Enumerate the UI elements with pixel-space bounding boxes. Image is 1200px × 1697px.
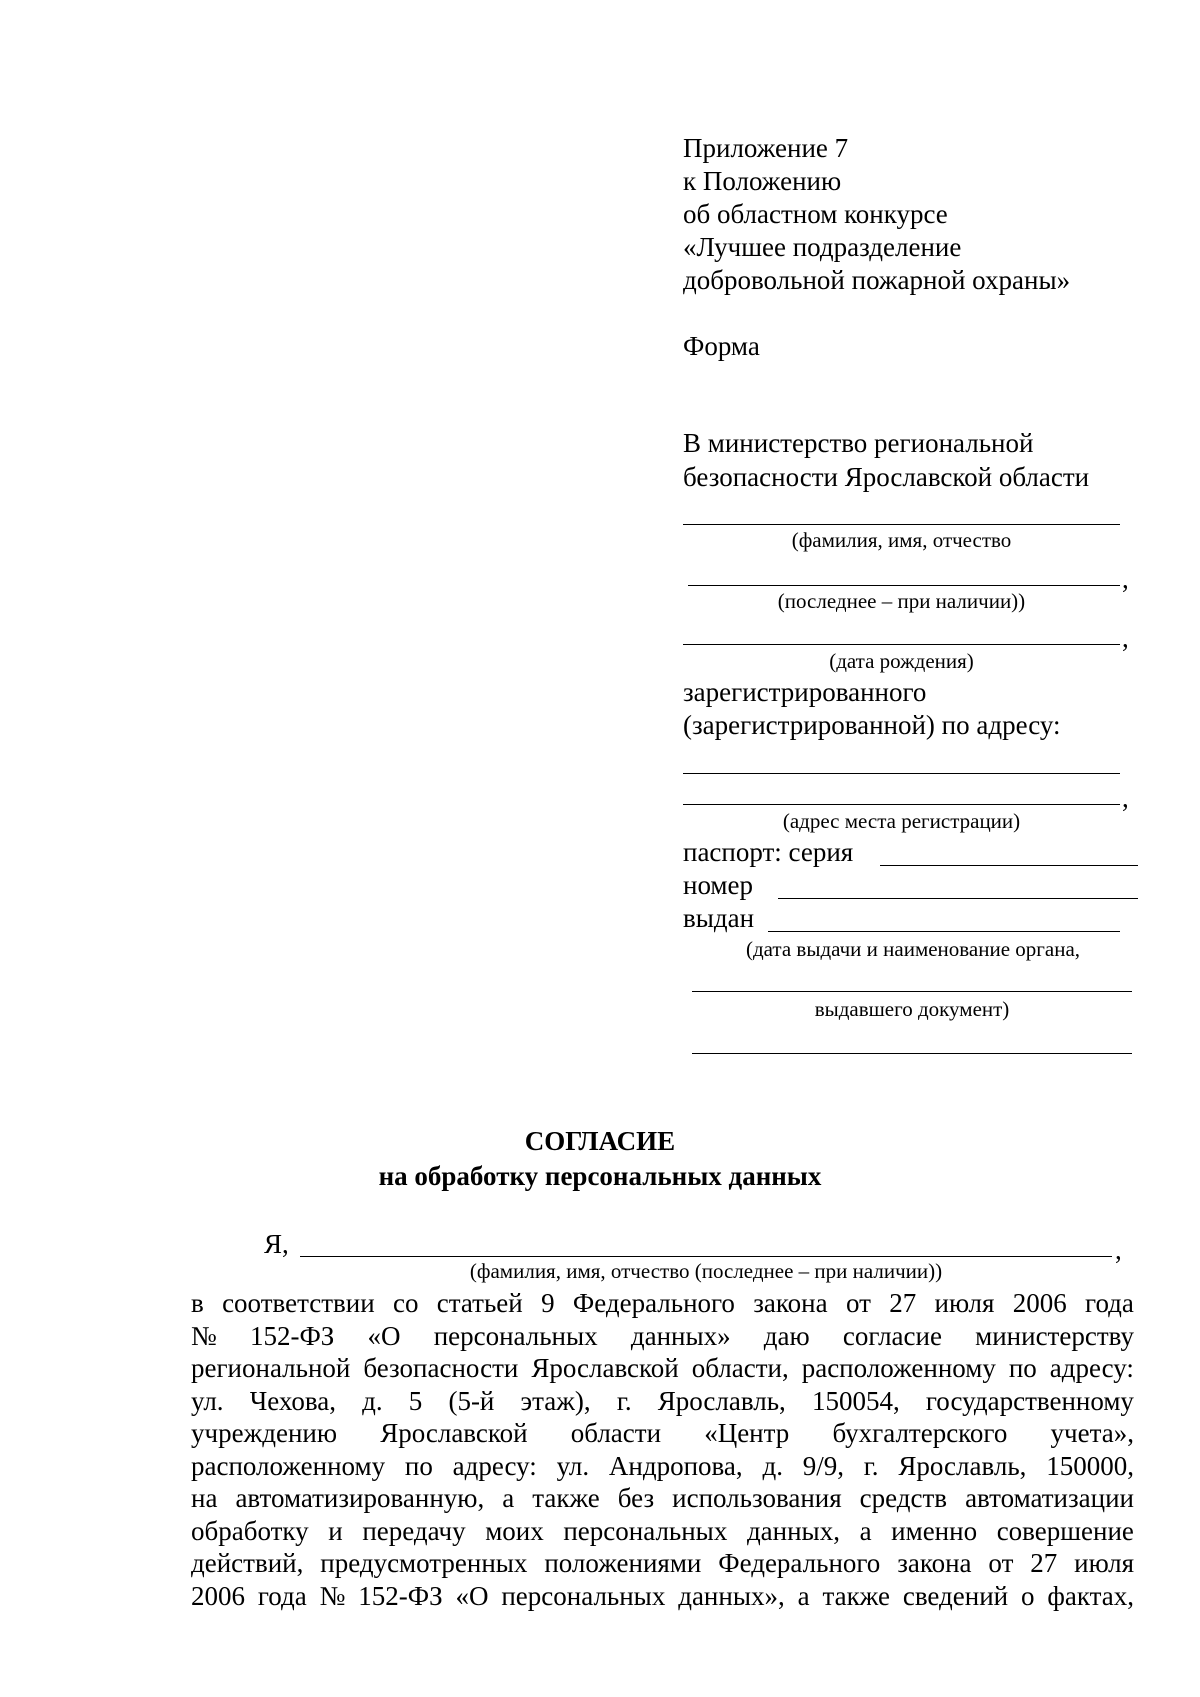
caption-fio-2: (последнее – при наличии)) bbox=[777, 589, 1026, 613]
comma-3: , bbox=[1122, 783, 1129, 813]
caption-address: (адрес места регистрации) bbox=[782, 809, 1021, 833]
birth-blank-line bbox=[683, 644, 1120, 645]
body-line-words: № 152-ФЗ «О персональных данных» даю согласие министерству bbox=[191, 1320, 1134, 1351]
caption-birth: (дата рождения) bbox=[829, 649, 974, 673]
form-label: Форма bbox=[683, 331, 760, 361]
issued-blank-line-2 bbox=[692, 991, 1132, 992]
consent-comma: , bbox=[1115, 1235, 1122, 1265]
body-line-6 bbox=[191, 1450, 1134, 1483]
passport-number-blank bbox=[778, 898, 1138, 899]
header-line-2: к Положению bbox=[683, 166, 842, 196]
body-line-words: обработку и передачу моих персональных данных, а именно совершение bbox=[191, 1515, 1134, 1546]
recipient-line-2: безопасности Ярославской области bbox=[683, 462, 1090, 492]
body-line-8 bbox=[191, 1515, 1134, 1548]
fio-blank-line-1 bbox=[683, 524, 1120, 525]
header-line-1: Приложение 7 bbox=[683, 133, 849, 163]
body-line-words: учреждению Ярославской области «Центр бухгалтерского учета», bbox=[191, 1418, 1134, 1448]
passport-series-label: паспорт: серия bbox=[683, 837, 854, 867]
passport-issued-label: выдан bbox=[683, 903, 755, 933]
address-blank-line-1 bbox=[683, 773, 1120, 774]
header-line-3: об областном конкурсе bbox=[683, 199, 948, 229]
body-line-words: ул. Чехова, д. 5 (5-й этаж), г. Ярославль, 150054, государственному bbox=[191, 1385, 1134, 1416]
caption-issued-1: (дата выдачи и наименование органа, bbox=[745, 937, 1081, 961]
consent-subtitle: на обработку персональных данных bbox=[378, 1161, 822, 1191]
consent-body bbox=[191, 1287, 1134, 1612]
caption-issued-2: выдавшего документ) bbox=[814, 997, 1010, 1021]
issued-blank-line-3 bbox=[692, 1053, 1132, 1054]
body-line-10 bbox=[191, 1580, 1134, 1613]
consent-caption-fio: (фамилия, имя, отчество (последнее – при наличии)) bbox=[469, 1259, 943, 1283]
passport-issued-blank bbox=[768, 931, 1120, 932]
body-line-words: на автоматизированную, а также без использования средств автоматизации bbox=[191, 1483, 1134, 1513]
consent-fio-blank bbox=[300, 1256, 1112, 1257]
registered-line-2: (зарегистрированной) по адресу: bbox=[683, 710, 1061, 740]
registered-line-1: зарегистрированного bbox=[683, 677, 927, 707]
body-line-words: региональной безопасности Ярославской области, расположенному по адресу: bbox=[191, 1353, 1134, 1383]
comma-1: , bbox=[1122, 564, 1129, 594]
body-line-words: 2006 года № 152-ФЗ «О персональных данных», а также сведений о фактах, bbox=[191, 1580, 1134, 1611]
header-line-4: «Лучшее подразделение bbox=[683, 232, 962, 262]
passport-series-blank bbox=[880, 865, 1138, 866]
consent-title: СОГЛАСИЕ bbox=[524, 1126, 676, 1156]
comma-2: , bbox=[1122, 623, 1129, 653]
fio-blank-line-2 bbox=[688, 585, 1120, 586]
body-line-1 bbox=[191, 1287, 1134, 1320]
address-blank-line-2 bbox=[683, 804, 1120, 805]
body-line-words: действий, предусмотренных положениями Федерального закона от 27 июля bbox=[191, 1548, 1134, 1578]
body-line-7 bbox=[191, 1482, 1134, 1515]
header-line-5: добровольной пожарной охраны» bbox=[683, 265, 1071, 295]
body-line-9 bbox=[191, 1547, 1134, 1580]
recipient-line-1: В министерство региональной bbox=[683, 428, 1034, 458]
body-line-4 bbox=[191, 1385, 1134, 1418]
body-line-2 bbox=[191, 1320, 1134, 1353]
caption-fio-1: (фамилия, имя, отчество bbox=[791, 528, 1012, 552]
i-label: Я, bbox=[264, 1229, 289, 1259]
body-line-words: расположенному по адресу: ул. Андропова, д. 9/9, г. Ярославль, 150000, bbox=[191, 1450, 1134, 1481]
body-line-words: в соответствии со статьей 9 Федерального закона от 27 июля 2006 года bbox=[191, 1288, 1134, 1318]
body-line-5 bbox=[191, 1417, 1134, 1450]
passport-number-label: номер bbox=[683, 870, 754, 900]
body-line-3 bbox=[191, 1352, 1134, 1385]
